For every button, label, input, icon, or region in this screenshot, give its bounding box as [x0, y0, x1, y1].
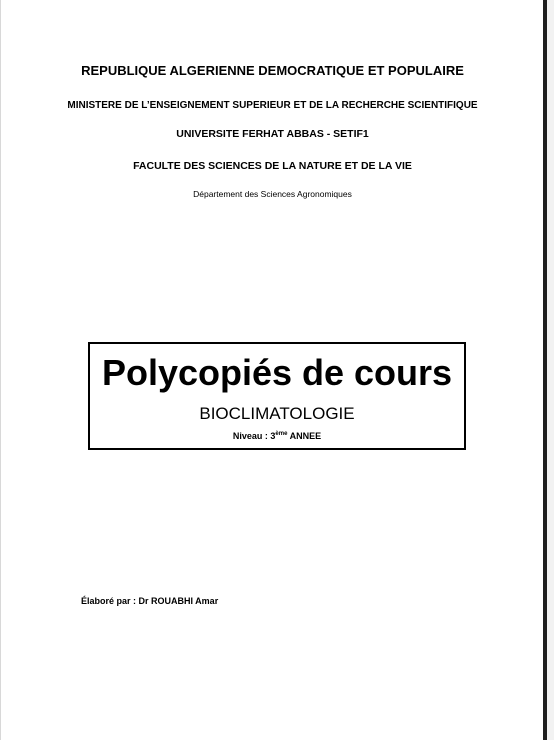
viewer-background [547, 0, 554, 740]
republic-heading: REPUBLIQUE ALGERIENNE DEMOCRATIQUE ET POPULAIRE [81, 63, 464, 78]
document-title: Polycopiés de cours [101, 352, 453, 393]
faculty-heading: FACULTE DES SCIENCES DE LA NATURE ET DE LA VIE [133, 160, 412, 172]
level-suffix: ANNEE [287, 431, 322, 441]
level-superscript: ème [275, 431, 288, 437]
level-prefix: Niveau : 3 [232, 431, 276, 441]
ministry-heading: MINISTERE DE L’ENSEIGNEMENT SUPERIEUR ET DE LA RECHERCHE SCIENTIFIQUE [67, 100, 478, 111]
course-level [90, 431, 464, 441]
course-subject: BIOCLIMATOLOGIE [199, 404, 355, 423]
university-heading: UNIVERSITE FERHAT ABBAS - SETIF1 [176, 128, 369, 140]
department-heading: Département des Sciences Agronomiques [193, 189, 352, 199]
title-box [88, 342, 466, 450]
author-credit: Élaboré par : Dr ROUABHI Amar [81, 596, 219, 606]
